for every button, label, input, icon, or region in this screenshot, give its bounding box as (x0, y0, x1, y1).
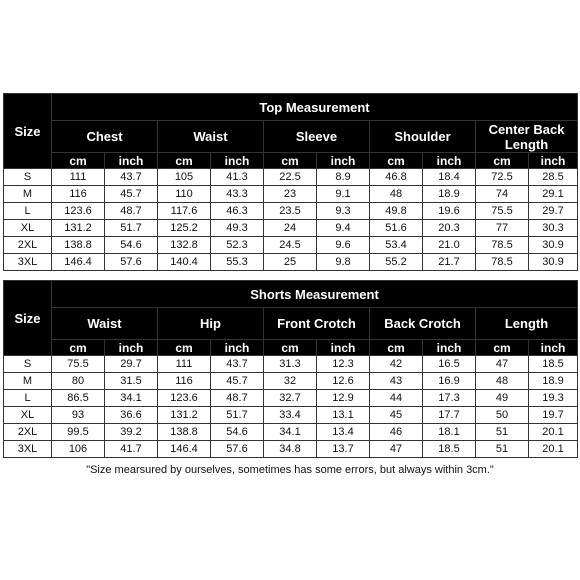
measurement-cell: 32.7 (264, 390, 317, 407)
measurement-cell: 18.1 (423, 424, 476, 441)
measurement-cell: 138.8 (52, 237, 105, 254)
measurement-cell: 12.6 (317, 373, 370, 390)
measurement-cell: 31.3 (264, 356, 317, 373)
measurement-cell: 110 (158, 186, 211, 203)
measurement-cell: 17.7 (423, 407, 476, 424)
measurement-cell: 13.7 (317, 441, 370, 458)
measurement-cell: 32 (264, 373, 317, 390)
measurement-cell: 131.2 (158, 407, 211, 424)
measurement-cell: 140.4 (158, 254, 211, 271)
measurement-cell: 42 (370, 356, 423, 373)
measurement-cell: 9.4 (317, 220, 370, 237)
measurement-cell: 45.7 (211, 373, 264, 390)
measurement-cell: 25 (264, 254, 317, 271)
size-cell: XL (4, 220, 52, 237)
table-row (4, 169, 578, 186)
measurement-cell: 54.6 (105, 237, 158, 254)
table-row (4, 203, 578, 220)
measurement-cell: 57.6 (105, 254, 158, 271)
measurement-cell: 43.7 (105, 169, 158, 186)
measurement-cell: 55.2 (370, 254, 423, 271)
measurement-cell: 31.5 (105, 373, 158, 390)
measurement-cell: 123.6 (158, 390, 211, 407)
column-group-header: Length (476, 308, 578, 340)
size-cell: M (4, 186, 52, 203)
unit-header: cm (476, 153, 529, 169)
measurement-cell: 28.5 (529, 169, 578, 186)
table-row (4, 424, 578, 441)
measurement-cell: 116 (52, 186, 105, 203)
column-group-header: Sleeve (264, 121, 370, 153)
measurement-cell: 51 (476, 441, 529, 458)
measurement-cell: 43 (370, 373, 423, 390)
unit-header: cm (370, 340, 423, 356)
measurement-cell: 78.5 (476, 237, 529, 254)
table-row (4, 441, 578, 458)
unit-header: cm (158, 153, 211, 169)
measurement-cell: 105 (158, 169, 211, 186)
measurement-cell: 16.5 (423, 356, 476, 373)
table-row (4, 254, 578, 271)
column-group-header: Waist (158, 121, 264, 153)
table-row (4, 407, 578, 424)
unit-header: inch (423, 153, 476, 169)
size-cell: 3XL (4, 441, 52, 458)
measurement-cell: 41.3 (211, 169, 264, 186)
measurement-cell: 43.7 (211, 356, 264, 373)
measurement-cell: 138.8 (158, 424, 211, 441)
table-row (4, 356, 578, 373)
measurement-cell: 72.5 (476, 169, 529, 186)
measurement-cell: 24 (264, 220, 317, 237)
size-cell: L (4, 203, 52, 220)
measurement-cell: 48.7 (211, 390, 264, 407)
measurement-cell: 74 (476, 186, 529, 203)
measurement-cell: 80 (52, 373, 105, 390)
measurement-cell: 16.9 (423, 373, 476, 390)
measurement-cell: 45.7 (105, 186, 158, 203)
size-cell: 2XL (4, 237, 52, 254)
measurement-cell: 36.6 (105, 407, 158, 424)
measurement-cell: 46.3 (211, 203, 264, 220)
measurement-cell: 46.8 (370, 169, 423, 186)
measurement-cell: 52.3 (211, 237, 264, 254)
measurement-cell: 29.7 (105, 356, 158, 373)
measurement-cell: 18.9 (423, 186, 476, 203)
measurement-cell: 29.7 (529, 203, 578, 220)
measurement-cell: 30.9 (529, 254, 578, 271)
unit-header: inch (529, 153, 578, 169)
measurement-cell: 75.5 (52, 356, 105, 373)
measurement-cell: 39.2 (105, 424, 158, 441)
measurement-cell: 24.5 (264, 237, 317, 254)
table-row (4, 237, 578, 254)
measurement-cell: 29.1 (529, 186, 578, 203)
measurement-cell: 51.7 (105, 220, 158, 237)
measurement-cell: 123.6 (52, 203, 105, 220)
unit-header: cm (264, 340, 317, 356)
table-row (4, 220, 578, 237)
measurement-cell: 21.0 (423, 237, 476, 254)
measurement-cell: 9.6 (317, 237, 370, 254)
unit-header: inch (105, 153, 158, 169)
measurement-cell: 53.4 (370, 237, 423, 254)
column-group-header: Chest (52, 121, 158, 153)
measurement-cell: 46 (370, 424, 423, 441)
section-title: Top Measurement (52, 94, 578, 121)
measurement-cell: 49 (476, 390, 529, 407)
measurement-cell: 21.7 (423, 254, 476, 271)
unit-header: cm (476, 340, 529, 356)
measurement-cell: 75.5 (476, 203, 529, 220)
unit-header: inch (529, 340, 578, 356)
column-group-header: Center Back Length (476, 121, 578, 153)
measurement-cell: 34.1 (105, 390, 158, 407)
measurement-cell: 19.3 (529, 390, 578, 407)
measurement-cell: 13.4 (317, 424, 370, 441)
size-cell: 3XL (4, 254, 52, 271)
measurement-cell: 47 (370, 441, 423, 458)
unit-header: cm (158, 340, 211, 356)
size-cell: S (4, 356, 52, 373)
unit-header: inch (317, 340, 370, 356)
column-group-header: Shoulder (370, 121, 476, 153)
measurement-cell: 117.6 (158, 203, 211, 220)
measurement-cell: 51.7 (211, 407, 264, 424)
size-header: Size (4, 281, 52, 356)
measurement-note: "Size mearsured by ourselves, sometimes has some errors, but always within 3cm." (86, 464, 494, 476)
size-header: Size (4, 94, 52, 169)
measurement-cell: 13.1 (317, 407, 370, 424)
size-cell: L (4, 390, 52, 407)
measurement-cell: 77 (476, 220, 529, 237)
measurement-cell: 48 (370, 186, 423, 203)
measurement-cell: 12.9 (317, 390, 370, 407)
measurement-cell: 18.5 (423, 441, 476, 458)
measurement-cell: 22.5 (264, 169, 317, 186)
unit-header: inch (211, 153, 264, 169)
measurement-cell: 99.5 (52, 424, 105, 441)
column-group-header: Hip (158, 308, 264, 340)
measurement-cell: 41.7 (105, 441, 158, 458)
measurement-cell: 146.4 (52, 254, 105, 271)
measurement-cell: 19.7 (529, 407, 578, 424)
unit-header: inch (423, 340, 476, 356)
measurement-cell: 12.3 (317, 356, 370, 373)
unit-header: cm (52, 340, 105, 356)
measurement-cell: 23 (264, 186, 317, 203)
unit-header: inch (211, 340, 264, 356)
measurement-cell: 23.5 (264, 203, 317, 220)
measurement-cell: 50 (476, 407, 529, 424)
measurement-cell: 48.7 (105, 203, 158, 220)
measurement-cell: 18.5 (529, 356, 578, 373)
measurement-cell: 17.3 (423, 390, 476, 407)
size-cell: 2XL (4, 424, 52, 441)
measurement-cell: 20.1 (529, 424, 578, 441)
measurement-cell: 111 (158, 356, 211, 373)
measurement-cell: 45 (370, 407, 423, 424)
table-row (4, 186, 578, 203)
top-measurement-table (3, 93, 578, 271)
measurement-cell: 55.3 (211, 254, 264, 271)
measurement-cell: 49.8 (370, 203, 423, 220)
unit-header: cm (52, 153, 105, 169)
measurement-cell: 30.9 (529, 237, 578, 254)
measurement-cell: 8.9 (317, 169, 370, 186)
measurement-cell: 54.6 (211, 424, 264, 441)
measurement-cell: 20.1 (529, 441, 578, 458)
section-title: Shorts Measurement (52, 281, 578, 308)
measurement-cell: 20.3 (423, 220, 476, 237)
measurement-cell: 48 (476, 373, 529, 390)
measurement-cell: 9.3 (317, 203, 370, 220)
measurement-cell: 106 (52, 441, 105, 458)
table-row (4, 390, 578, 407)
measurement-cell: 78.5 (476, 254, 529, 271)
measurement-cell: 51.6 (370, 220, 423, 237)
measurement-cell: 33.4 (264, 407, 317, 424)
measurement-cell: 111 (52, 169, 105, 186)
unit-header: cm (370, 153, 423, 169)
measurement-cell: 19.6 (423, 203, 476, 220)
measurement-cell: 86.5 (52, 390, 105, 407)
measurement-cell: 47 (476, 356, 529, 373)
measurement-cell: 132.8 (158, 237, 211, 254)
measurement-cell: 9.1 (317, 186, 370, 203)
measurement-cell: 131.2 (52, 220, 105, 237)
measurement-cell: 125.2 (158, 220, 211, 237)
measurement-cell: 30.3 (529, 220, 578, 237)
unit-header: cm (264, 153, 317, 169)
measurement-cell: 49.3 (211, 220, 264, 237)
size-cell: XL (4, 407, 52, 424)
table-row (4, 373, 578, 390)
column-group-header: Back Crotch (370, 308, 476, 340)
measurement-cell: 18.9 (529, 373, 578, 390)
size-cell: S (4, 169, 52, 186)
unit-header: inch (105, 340, 158, 356)
measurement-cell: 44 (370, 390, 423, 407)
unit-header: inch (317, 153, 370, 169)
measurement-cell: 34.1 (264, 424, 317, 441)
measurement-cell: 43.3 (211, 186, 264, 203)
measurement-cell: 116 (158, 373, 211, 390)
measurement-cell: 57.6 (211, 441, 264, 458)
measurement-cell: 146.4 (158, 441, 211, 458)
measurement-cell: 9.8 (317, 254, 370, 271)
measurement-cell: 18.4 (423, 169, 476, 186)
measurement-cell: 93 (52, 407, 105, 424)
column-group-header: Waist (52, 308, 158, 340)
size-cell: M (4, 373, 52, 390)
measurement-cell: 34.8 (264, 441, 317, 458)
measurement-cell: 51 (476, 424, 529, 441)
shorts-measurement-table (3, 280, 578, 458)
column-group-header: Front Crotch (264, 308, 370, 340)
